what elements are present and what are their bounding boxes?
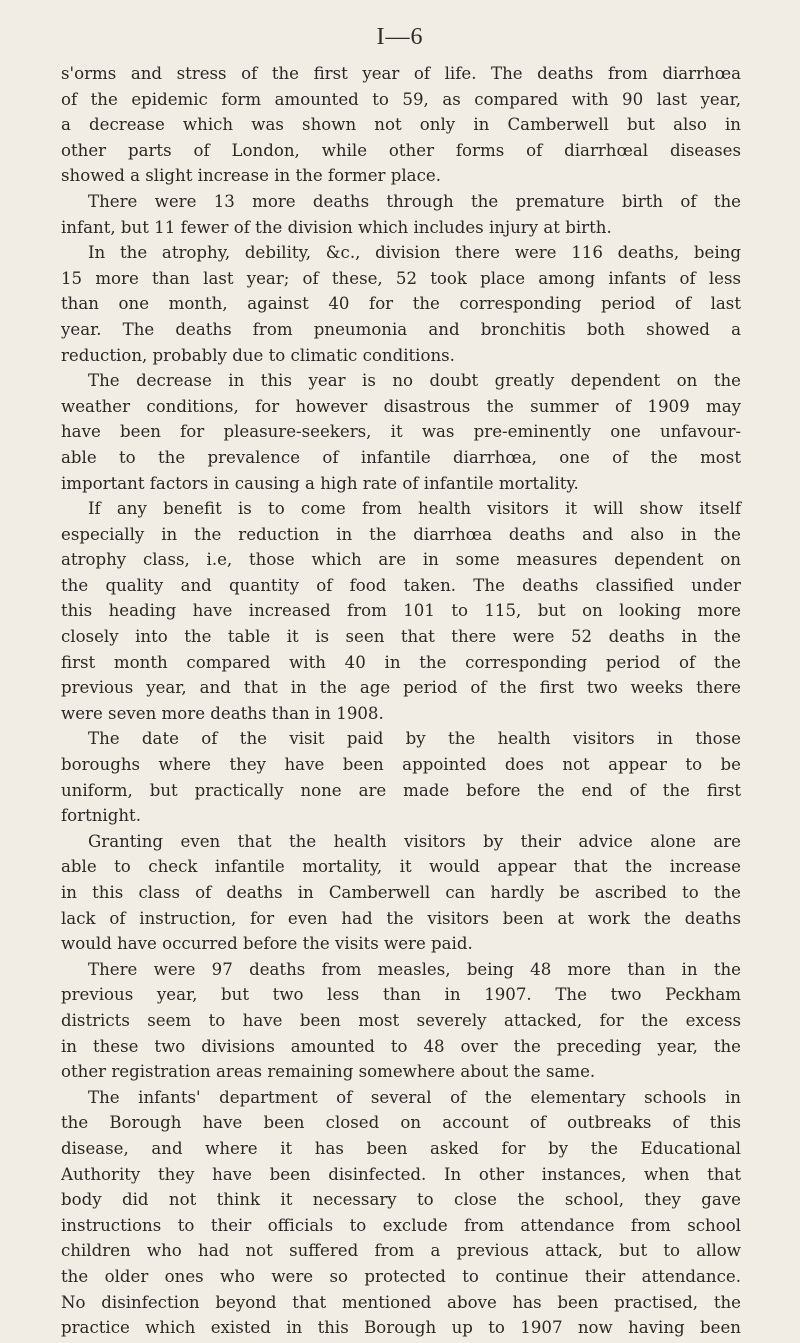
text-line: reduction, probably due to climatic conditions. — [61, 345, 455, 365]
text-line: instructions to their officials to exclude from attendance from school — [61, 1215, 741, 1235]
text-line: previous year, but two less than in 1907. The two Peckham — [61, 985, 741, 1005]
text-line: The infants' department of several of the elementary schools in — [88, 1087, 741, 1107]
text-line: weather conditions, for however disastrous the summer of 1909 may — [61, 396, 741, 416]
text-line: districts seem to have been most severely attacked, for the excess — [61, 1010, 741, 1030]
text-line: in these two divisions amounted to 48 over the preceding year, the — [61, 1036, 741, 1056]
text-line: lack of instruction, for even had the visitors been at work the deaths — [61, 908, 741, 928]
text-line: 15 more than last year; of these, 52 took place among infants of less — [61, 268, 741, 288]
text-line: In the atrophy, debility, &c., division there were 116 deaths, being — [88, 243, 741, 263]
body-text — [61, 61, 741, 1341]
text-line: s'orms and stress of the first year of life. The deaths from diarrhœa — [61, 64, 741, 83]
text-line: There were 13 more deaths through the premature birth of the — [88, 191, 741, 211]
text-line: a decrease which was shown not only in Camberwell but also in — [61, 115, 741, 135]
text-line: The date of the visit paid by the health visitors in those — [88, 729, 741, 749]
text-line: body did not think it necessary to close the school, they gave — [61, 1190, 741, 1210]
text-line: in this class of deaths in Camberwell can hardly be ascribed to the — [61, 883, 741, 902]
text-line: If any benefit is to come from health visitors it will show itself — [88, 499, 741, 519]
text-line: showed a slight increase in the former place. — [61, 166, 441, 186]
text-line: this heading have increased from 101 to 115, but on looking more — [61, 601, 741, 621]
text-line: Authority they have been disinfected. In other instances, when that — [61, 1164, 741, 1184]
text-line: Granting even that the health visitors by their advice alone are — [88, 831, 741, 851]
text-line: previous year, and that in the age period of the first two weeks there — [61, 678, 741, 698]
text-line: uniform, but practically none are made before the end of the first — [61, 780, 741, 800]
text-line: have been for pleasure-seekers, it was pre-eminently one unfavour- — [61, 422, 741, 442]
text-line: atrophy class, i.e, those which are in some measures dependent on — [61, 550, 741, 570]
text-line: boroughs where they have been appointed does not appear to be — [61, 755, 741, 775]
text-line: There were 97 deaths from measles, being 48 more than in the — [88, 959, 741, 979]
text-line: other registration areas remaining somewhere about the same. — [61, 1062, 596, 1082]
text-line: important factors in causing a high rate of infantile mortality. — [61, 473, 579, 493]
text-line: able to check infantile mortality, it would appear that the increase — [61, 857, 741, 877]
text-line: year. The deaths from pneumonia and bronchitis both showed a — [61, 319, 741, 339]
text-line: The decrease in this year is no doubt greatly dependent on the — [88, 371, 741, 391]
text-line: practice which existed in this Borough up to 1907 now having been — [61, 1318, 741, 1338]
text-line: than one month, against 40 for the corresponding period of last — [61, 294, 741, 314]
text-line: would have occurred before the visits were paid. — [61, 934, 473, 954]
text-line: the quality and quantity of food taken. The deaths classified under — [61, 575, 741, 595]
text-line: closely into the table it is seen that there were 52 deaths in the — [61, 627, 741, 647]
text-line: especially in the reduction in the diarrhœa deaths and also in the — [61, 524, 741, 544]
text-line: infant, but 11 fewer of the division which includes injury at birth. — [61, 217, 612, 237]
text-line: first month compared with 40 in the corresponding period of the — [61, 652, 741, 672]
text-line: No disinfection beyond that mentioned above has been practised, the — [61, 1292, 741, 1312]
text-line: fortnight. — [61, 806, 141, 826]
text-line: were seven more deaths than in 1908. — [61, 703, 384, 723]
text-line: the older ones who were so protected to continue their attendance. — [61, 1266, 741, 1286]
text-line: of the epidemic form amounted to 59, as compared with 90 last year, — [61, 89, 741, 109]
text-line: other parts of London, while other forms of diarrhœal diseases — [61, 140, 741, 160]
text-line: the Borough have been closed on account of outbreaks of this — [61, 1113, 741, 1133]
text-line: disease, and where it has been asked for by the Educational — [61, 1138, 741, 1158]
text-line: children who had not suffered from a previous attack, but to allow — [61, 1241, 741, 1261]
text-line: able to the prevalence of infantile diarrhœa, one of the most — [61, 447, 741, 467]
page-number: I—6 — [376, 24, 424, 50]
